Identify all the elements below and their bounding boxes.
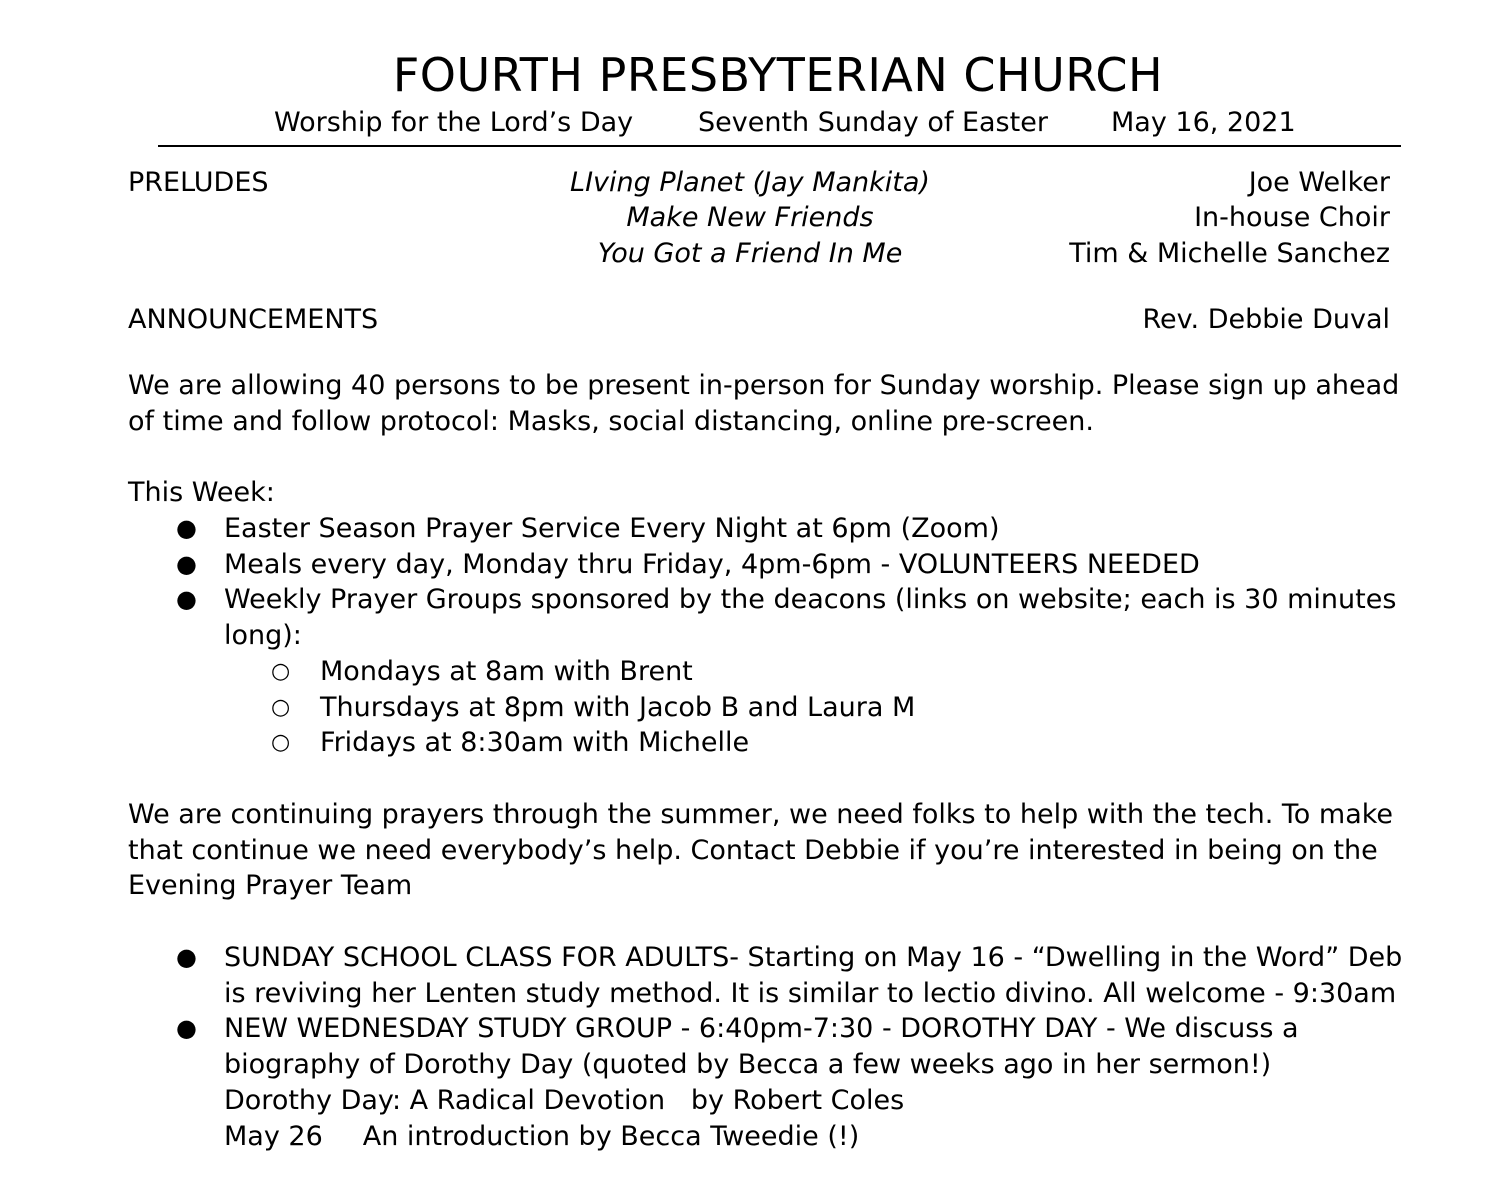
list-item-text: Fridays at 8:30am with Michelle: [320, 727, 750, 759]
prelude-performer: Tim & Michelle Sanchez: [1069, 238, 1390, 269]
service-name: Worship for the Lord’s Day: [274, 107, 634, 138]
bullet-icon: ●: [176, 549, 197, 578]
prayer-groups-list: [224, 654, 1418, 761]
circle-bullet-icon: ○: [271, 658, 291, 684]
list-item: [224, 654, 1418, 690]
circle-bullet-icon: ○: [271, 730, 291, 756]
bullet-icon: ●: [176, 943, 197, 971]
programs-list: [128, 940, 1418, 1154]
list-item: [128, 1011, 1418, 1154]
list-item: [128, 582, 1418, 761]
liturgical-sunday: Seventh Sunday of Easter: [698, 107, 1048, 138]
list-item-text: Mondays at 8am with Brent: [320, 655, 693, 687]
book-title-line: Dorothy Day: A Radical Devotion by Robert Coles: [224, 1084, 905, 1116]
announcements-leader: Rev. Debbie Duval: [1142, 304, 1390, 335]
list-item: [128, 547, 1418, 583]
prelude-song: You Got a Friend In Me: [597, 238, 903, 269]
list-item: [128, 940, 1418, 1011]
schedule-text: An introduction by Becca Tweedie (!): [362, 1120, 860, 1152]
attendance-notice: We are allowing 40 persons to be present in-person for Sunday worship. Please sign up ahead of time and follow protocol: Masks, social distancing, online pre-screen.: [128, 370, 1400, 437]
this-week-label: This Week:: [128, 477, 275, 508]
evening-prayer-notice: We are continuing prayers through the summer, we need folks to help with the tech. To make that continue we need everybody’s help. Contact Debbie if you’re interested in being on the Evening Prayer Team: [128, 799, 1394, 901]
prelude-performer: Joe Welker: [1248, 167, 1390, 198]
church-title: FOURTH PRESBYTERIAN CHURCH: [392, 48, 1164, 102]
announcements-label: ANNOUNCEMENTS: [128, 304, 379, 335]
prelude-song: Make New Friends: [626, 202, 874, 233]
list-item-text: Meals every day, Monday thru Friday, 4pm-6pm - VOLUNTEERS NEEDED: [224, 548, 1200, 580]
preludes-label: PRELUDES: [128, 167, 269, 198]
bullet-icon: ●: [176, 514, 197, 542]
list-item: [128, 511, 1418, 547]
list-item-text: SUNDAY SCHOOL CLASS FOR ADULTS- Starting on May 16 - “Dwelling in the Word” Deb is reviving her Lenten study method. It is similar to lectio divino. All welcome - 9:30am: [224, 942, 1403, 1009]
list-item-text: Weekly Prayer Groups sponsored by the deacons (links on website; each is 30 minutes long):: [224, 584, 1397, 652]
list-item-text: NEW WEDNESDAY STUDY GROUP - 6:40pm-7:30 - DOROTHY DAY - We discuss a biography of Dorothy Day (quoted by Becca a few weeks ago in her sermon!): [224, 1013, 1299, 1081]
list-item-text: Easter Season Prayer Service Every Night at 6pm (Zoom): [224, 513, 1000, 544]
list-item: [224, 725, 1418, 761]
service-subtitle: [158, 107, 1401, 147]
prelude-performer: In-house Choir: [1194, 202, 1390, 233]
schedule-date: May 26: [224, 1120, 323, 1152]
bullet-icon: ●: [176, 585, 197, 614]
this-week-list: [128, 511, 1418, 761]
list-item-text: Thursdays at 8pm with Jacob B and Laura M: [320, 691, 916, 723]
prelude-song: LIving Planet (Jay Mankita): [570, 167, 930, 198]
list-item: [224, 690, 1418, 726]
service-date: May 16, 2021: [1111, 107, 1296, 138]
bullet-icon: ●: [176, 1014, 197, 1043]
circle-bullet-icon: ○: [271, 694, 291, 720]
